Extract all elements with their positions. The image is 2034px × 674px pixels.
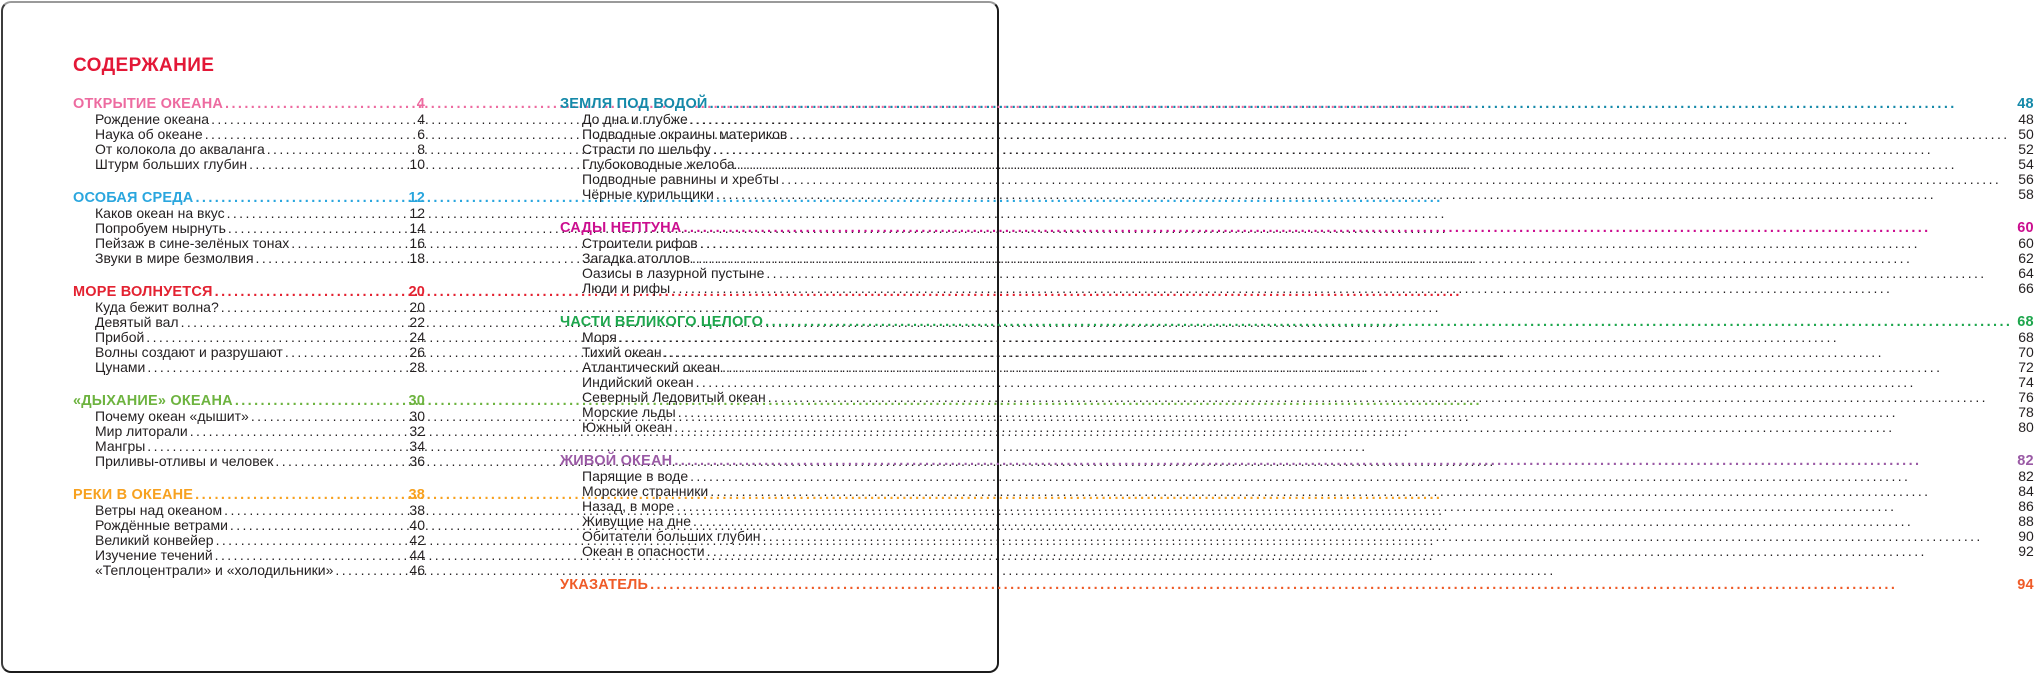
toc-entry-label: Южный океан [582,419,673,435]
toc-entry-label: Ветры над океаном [95,502,223,518]
toc-entry-label: Рождённые ветрами [95,517,228,533]
page-title: СОДЕРЖАНИЕ [73,55,215,76]
toc-entry [73,533,425,548]
toc-entry-page-number: 8 [417,141,425,157]
toc-entry-page-number: 54 [2018,156,2034,172]
dot-leader [619,330,2013,345]
toc-entry [560,187,2034,202]
toc-entry-page-number: 72 [2018,359,2034,375]
toc-section-header [560,97,2034,112]
toc-entry-page-number: 82 [2018,468,2034,484]
toc-entry-label: Подводные окраины материков [582,126,788,142]
toc-entry-page-number: 44 [409,547,425,563]
toc-entry-page-number: 84 [2018,483,2034,499]
toc-entry-label: Обитатели больших глубин [582,528,761,544]
toc-entry-page-number: 24 [409,329,425,345]
toc-entry [73,315,425,330]
dot-leader [267,142,412,157]
toc-entry-page-number: 90 [2018,528,2034,544]
toc-entry-label: Оазисы в лазурной пустыне [582,265,765,281]
toc-entry [73,548,425,563]
toc-entry-page-number: 32 [409,423,425,439]
dot-leader [235,394,404,409]
toc-entry [560,112,2034,127]
toc-entry [560,469,2034,484]
toc-entry [560,390,2034,405]
toc-entry [73,300,425,315]
toc-column-1 [73,97,425,593]
toc-entry-label: Попробуем нырнуть [95,220,226,236]
toc-entry [560,345,2034,360]
toc-section-header-label: ОТКРЫТИЕ ОКЕАНА [73,96,224,112]
toc-entry-label: Прибой [95,329,145,345]
dot-leader [693,514,2013,529]
toc-entry-page-number: 16 [409,235,425,251]
toc-section-header [560,315,2034,330]
dot-leader [215,548,405,563]
toc-entry-label: Океан в опасности [582,543,705,559]
toc-entry-label: Тихий океан [582,344,662,360]
toc-entry-page-number: 22 [409,314,425,330]
dot-leader [674,454,2012,469]
toc-entry [73,251,425,266]
toc-entry-page-number: 78 [2018,404,2034,420]
toc-entry-label: Морские странники [582,483,709,499]
toc-section-header-page-number: 60 [2017,220,2034,236]
dot-leader [251,409,405,424]
toc-entry-label: Почему океан «дышит» [95,408,249,424]
toc-entry [560,375,2034,390]
toc-entry [560,514,2034,529]
toc-entry-page-number: 10 [409,156,425,172]
toc-entry-page-number: 64 [2018,265,2034,281]
dot-leader [225,97,412,112]
toc-section-header-label: МОРЕ ВОЛНУЕТСЯ [73,284,213,300]
toc-entry [560,172,2034,187]
toc-entry [73,157,425,172]
toc-entry-page-number: 6 [417,126,425,142]
toc-entry-label: Назад, в море [582,498,675,514]
toc-entry [73,221,425,236]
toc-section [560,221,2034,296]
toc-entry-label: Строители рифов [582,235,698,251]
toc-entry-page-number: 14 [409,220,425,236]
toc-section-header-page-number: 48 [2017,96,2034,112]
toc-entry-page-number: 76 [2018,389,2034,405]
toc-entry [73,142,425,157]
toc-entry-page-number: 18 [409,250,425,266]
dot-leader [650,578,2012,593]
dot-leader [710,97,2013,112]
toc-entry [73,206,425,221]
toc-section-header [560,454,2034,469]
dot-leader [765,315,2012,330]
dot-leader [722,360,2013,375]
toc-section-header-page-number: 12 [408,190,425,206]
dot-leader [195,488,403,503]
toc-entry-label: Мир литорали [95,423,188,439]
dot-leader [195,191,403,206]
toc-section-header-page-number: 30 [408,393,425,409]
toc-entry-label: От колокола до акваланга [95,141,265,157]
toc-entry-label: Мангры [95,438,146,454]
toc-entry-label: Рождение океана [95,111,210,127]
toc-entry [560,142,2034,157]
toc-section-header-page-number: 68 [2017,314,2034,330]
dot-leader [215,285,404,300]
dot-leader [230,518,405,533]
toc-section-header-page-number: 20 [408,284,425,300]
toc-entry-page-number: 66 [2018,280,2034,296]
toc-section [73,191,425,266]
dot-leader [710,484,2013,499]
dot-leader [181,315,405,330]
toc-entry-label: Страсти по шельфу [582,141,711,157]
toc-entry-label: Люди и рифы [582,280,671,296]
toc-section-header-label: РЕКИ В ОКЕАНЕ [73,487,194,503]
toc-column-2 [560,97,2034,593]
toc-entry [560,281,2034,296]
toc-entry-label: Волны создают и разрушают [95,344,283,360]
toc-entry-page-number: 38 [409,502,425,518]
toc-entry-page-number: 92 [2018,543,2034,559]
dot-leader [228,221,405,236]
toc-entry-page-number: 26 [409,344,425,360]
dot-leader [249,157,404,172]
toc-entry [560,484,2034,499]
toc-entry [73,454,425,469]
toc-entry-page-number: 88 [2018,513,2034,529]
toc-entry-page-number: 62 [2018,250,2034,266]
toc-entry-label: Подводные равнины и хребты [582,171,779,187]
toc-section-header-page-number: 94 [2017,577,2034,593]
toc-entry [73,236,425,251]
dot-leader [147,439,404,454]
toc-section-header-page-number: 4 [416,96,425,112]
toc-entry-label: Штурм больших глубин [95,156,248,172]
toc-entry-page-number: 58 [2018,186,2034,202]
toc-entry [73,409,425,424]
toc-entry-page-number: 56 [2018,171,2034,187]
toc-section [560,315,2034,435]
toc-entry [560,544,2034,559]
toc-entry [73,439,425,454]
toc-section-header [560,221,2034,236]
toc-entry [73,127,425,142]
toc-entry [73,360,425,375]
dot-leader [768,390,2014,405]
toc-entry-label: Парящие в воде [582,468,689,484]
dot-leader [766,266,2013,281]
toc-entry-page-number: 28 [409,359,425,375]
toc-entry [560,251,2034,266]
dot-leader [713,142,2013,157]
toc-section-header-page-number: 38 [408,487,425,503]
toc-section [560,454,2034,559]
toc-entry [560,529,2034,544]
toc-section [73,285,425,375]
dot-leader [696,375,2014,390]
dot-leader [291,236,404,251]
toc-section-header-page-number: 82 [2017,453,2034,469]
toc-entry [560,236,2034,251]
toc-section-header [560,578,2034,593]
toc-entry-label: Великий конвейер [95,532,214,548]
toc-entry [73,424,425,439]
dot-leader [227,206,405,221]
toc-entry-label: Пейзаж в сине-зелёных тонах [95,235,290,251]
toc-entry [73,330,425,345]
toc-entry-page-number: 42 [409,532,425,548]
toc-columns [73,96,2034,593]
dot-leader [224,503,404,518]
toc-section [73,394,425,469]
toc-entry [73,503,425,518]
toc-section [560,578,2034,593]
dot-leader [700,236,2014,251]
toc-entry-page-number: 74 [2018,374,2034,390]
dot-leader [707,544,2014,559]
toc-entry-page-number: 30 [409,408,425,424]
toc-section-header-label: ЧАСТИ ВЕЛИКОГО ЦЕЛОГО [560,314,764,330]
toc-entry-label: Моря [582,329,617,345]
dot-leader [211,112,412,127]
dot-leader [672,281,2013,296]
toc-entry [560,330,2034,345]
toc-section [73,97,425,172]
toc-entry-label: Девятый вал [95,314,179,330]
toc-entry-label: До дна и глубже [582,111,688,127]
toc-section [560,97,2034,202]
dot-leader [763,529,2014,544]
toc-entry-label: Живущие на дне [582,513,691,529]
dot-leader [678,405,2014,420]
toc-entry-page-number: 52 [2018,141,2034,157]
dot-leader [221,300,405,315]
toc-entry [73,112,425,127]
toc-entry-label: Чёрные курильщики [582,186,714,202]
toc-entry-page-number: 68 [2018,329,2034,345]
dot-leader [335,563,404,578]
toc-entry-page-number: 36 [409,453,425,469]
dot-leader [716,187,2013,202]
dot-leader [664,345,2014,360]
dot-leader [737,157,2014,172]
toc-section-header [73,97,425,112]
toc-entry-page-number: 70 [2018,344,2034,360]
dot-leader [190,424,405,439]
toc-entry [560,127,2034,142]
toc-entry-label: Морские льды [582,404,676,420]
toc-entry-label: Атлантический океан [582,359,721,375]
toc-section-header [73,285,425,300]
toc-section-header-label: ЖИВОЙ ОКЕАН [560,453,673,469]
dot-leader [285,345,405,360]
toc-entry-label: Звуки в мире безмолвия [95,250,254,266]
dot-leader [147,360,404,375]
toc-entry-label: Загадка атоллов [582,250,691,266]
toc-section-header-label: УКАЗАТЕЛЬ [560,577,649,593]
toc-section-header-label: САДЫ НЕПТУНА [560,220,682,236]
dot-leader [146,330,404,345]
toc-entry-label: Приливы-отливы и человек [95,453,274,469]
dot-leader [256,251,405,266]
dot-leader [216,533,405,548]
dot-leader [275,454,404,469]
dot-leader [690,469,2013,484]
toc-entry-label: Наука об океане [95,126,203,142]
toc-entry-label: Индийский океан [582,374,694,390]
dot-leader [781,172,2013,187]
toc-entry-page-number: 48 [2018,111,2034,127]
toc-entry-page-number: 34 [409,438,425,454]
dot-leader [674,420,2013,435]
toc-entry-label: Глубоководные желоба [582,156,735,172]
toc-entry-page-number: 86 [2018,498,2034,514]
toc-entry-page-number: 80 [2018,419,2034,435]
toc-section [73,488,425,578]
toc-entry [560,157,2034,172]
toc-entry [560,360,2034,375]
toc-entry [73,345,425,360]
toc-entry-label: Изучение течений [95,547,213,563]
toc-entry-label: Северный Ледовитый океан [582,389,766,405]
toc-section-header [73,191,425,206]
toc-entry-label: Цунами [95,359,146,375]
toc-entry-page-number: 46 [409,562,425,578]
dot-leader [789,127,2013,142]
toc-section-header-label: ЗЕМЛЯ ПОД ВОДОЙ [560,96,708,112]
toc-entry-page-number: 50 [2018,126,2034,142]
toc-section-header-label: ОСОБАЯ СРЕДА [73,190,194,206]
toc-entry-page-number: 12 [409,205,425,221]
toc-entry-label: Куда бежит волна? [95,299,219,315]
dot-leader [692,251,2013,266]
toc-entry-label: «Теплоцентрали» и «холодильники» [95,562,334,578]
toc-entry [73,563,425,578]
toc-section-header-label: «ДЫХАНИЕ» ОКЕАНА [73,393,233,409]
dot-leader [205,127,413,142]
toc-entry [560,405,2034,420]
toc-section-header [73,488,425,503]
toc-entry [73,518,425,533]
toc-section-header [73,394,425,409]
toc-entry-page-number: 4 [417,111,425,127]
toc-entry [560,499,2034,514]
toc-entry-page-number: 40 [409,517,425,533]
dot-leader [676,499,2013,514]
toc-entry-page-number: 20 [409,299,425,315]
toc-entry [560,266,2034,281]
toc-entry-label: Каков океан на вкус [95,205,225,221]
toc-entry [560,420,2034,435]
dot-leader [690,112,2014,127]
dot-leader [683,221,2012,236]
toc-entry-page-number: 60 [2018,235,2034,251]
